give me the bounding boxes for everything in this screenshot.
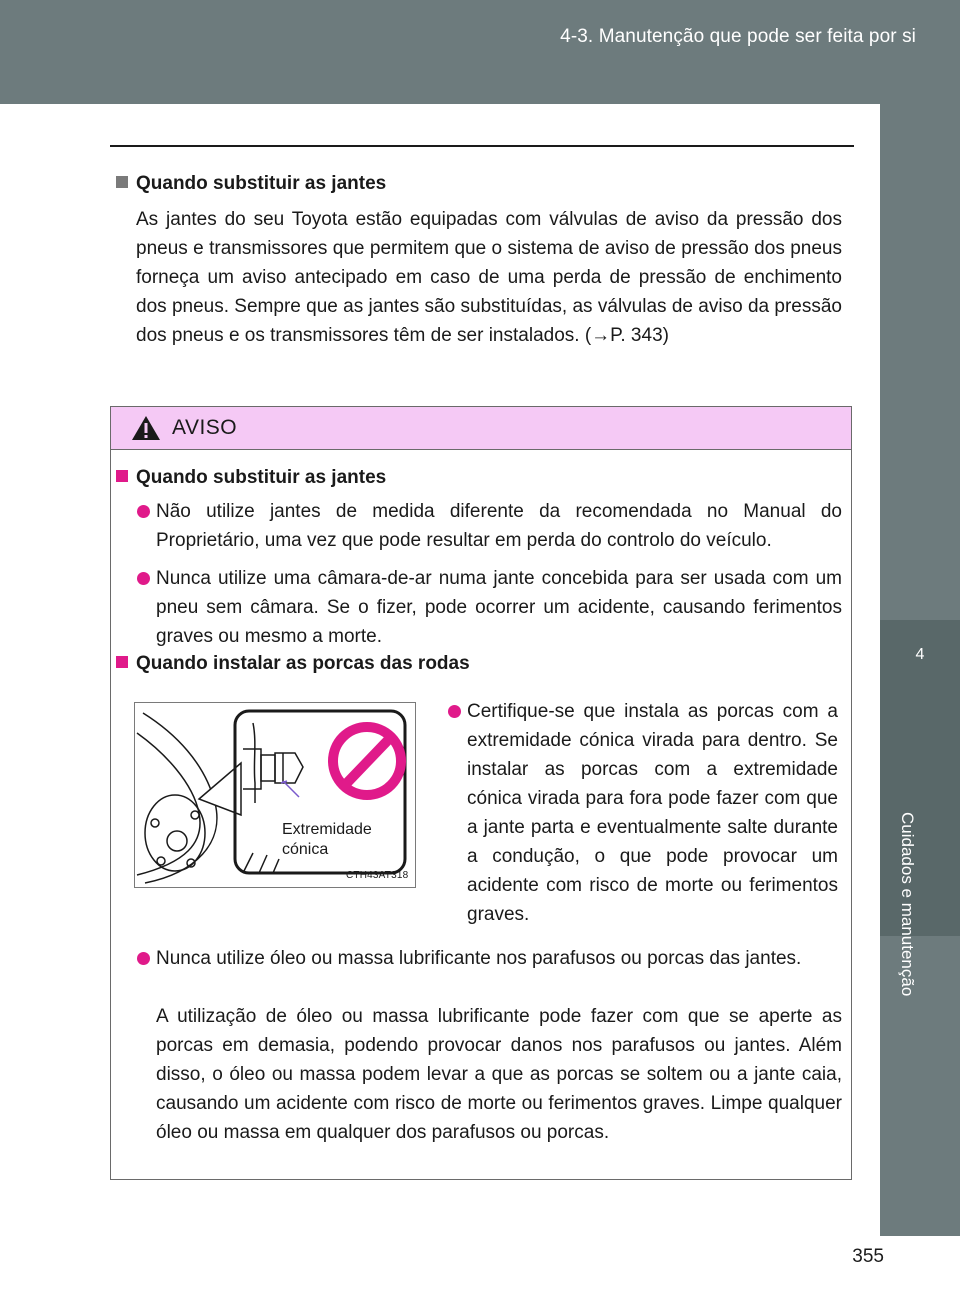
- page-number: 355: [852, 1246, 884, 1267]
- header-bar: [0, 0, 960, 104]
- bullet-icon: [137, 572, 150, 585]
- bullet-icon: [137, 505, 150, 518]
- chapter-label: Cuidados e manutenção: [898, 812, 917, 997]
- warning-bullet-2: Nunca utilize uma câmara-de-ar numa jante concebida para ser usada com um pneu sem câmara. Se o fizer, pode ocorrer um acidente, causando ferimentos graves ou mesmo a morte.: [156, 568, 842, 647]
- bullet-icon: [137, 952, 150, 965]
- square-bullet-icon: [116, 176, 128, 188]
- top-rule: [110, 145, 854, 147]
- bullet-icon: [448, 705, 461, 718]
- wheel-nut-drawing: [135, 703, 415, 887]
- chapter-number: 4: [915, 646, 925, 663]
- warning-triangle-icon: [130, 414, 162, 442]
- warning-title: AVISO: [172, 416, 238, 439]
- warning-bullet-last: Nunca utilize óleo ou massa lubrificante nos parafusos ou porcas das jantes.: [156, 948, 802, 969]
- section-title: 4-3. Manutenção que pode ser feita por si: [560, 26, 916, 47]
- figure-code: CTH43AT318: [346, 870, 409, 881]
- warning-bullet-figure: Certifique-se que instala as porcas com a extremidade cónica virada para dentro. Se instalar as porcas com a extremidade cónica virada para fora pode fazer com que a jante parta e eventualmente salte durante a condução, o que pode provocar um acidente com risco de morte ou ferimentos graves.: [467, 701, 838, 925]
- section-heading: Quando substituir as jantes: [116, 173, 386, 195]
- square-bullet-icon: [116, 656, 128, 668]
- section-body: As jantes do seu Toyota estão equipadas com válvulas de aviso da pressão dos pneus e transmissores que permitem que o sistema de aviso de pressão dos pneus forneça um aviso antecipado em caso de uma perda de pressão de enchimento dos pneus. Sempre que as jantes são substituídas, as válvulas de aviso da pressão dos pneus e os transmissores têm de ser instalados. (→P. 343): [136, 209, 842, 346]
- warning-bullet-1: Não utilize jantes de medida diferente da recomendada no Manual do Proprietário, uma vez que pode resultar em perda do controlo do veículo.: [156, 501, 842, 551]
- square-bullet-icon: [116, 470, 128, 482]
- warning-subheading-1: Quando substituir as jantes: [116, 467, 386, 489]
- wheel-nut-illustration: [134, 702, 416, 888]
- warning-subheading-2: Quando instalar as porcas das rodas: [116, 653, 470, 675]
- figure-callout: Extremidade cónica: [282, 821, 372, 858]
- side-tab-chapter: [880, 620, 960, 936]
- warning-bullet-last-detail: A utilização de óleo ou massa lubrificante pode fazer com que se aperte as porcas em demasia, podendo provocar danos nos parafusos ou jantes. Além disso, o óleo ou massa podem levar a que as porcas se soltem ou a jante caia, causando um acidente com risco de morte ou ferimentos graves. Limpe qualquer óleo ou massa em qualquer dos parafusos ou porcas.: [156, 1006, 842, 1143]
